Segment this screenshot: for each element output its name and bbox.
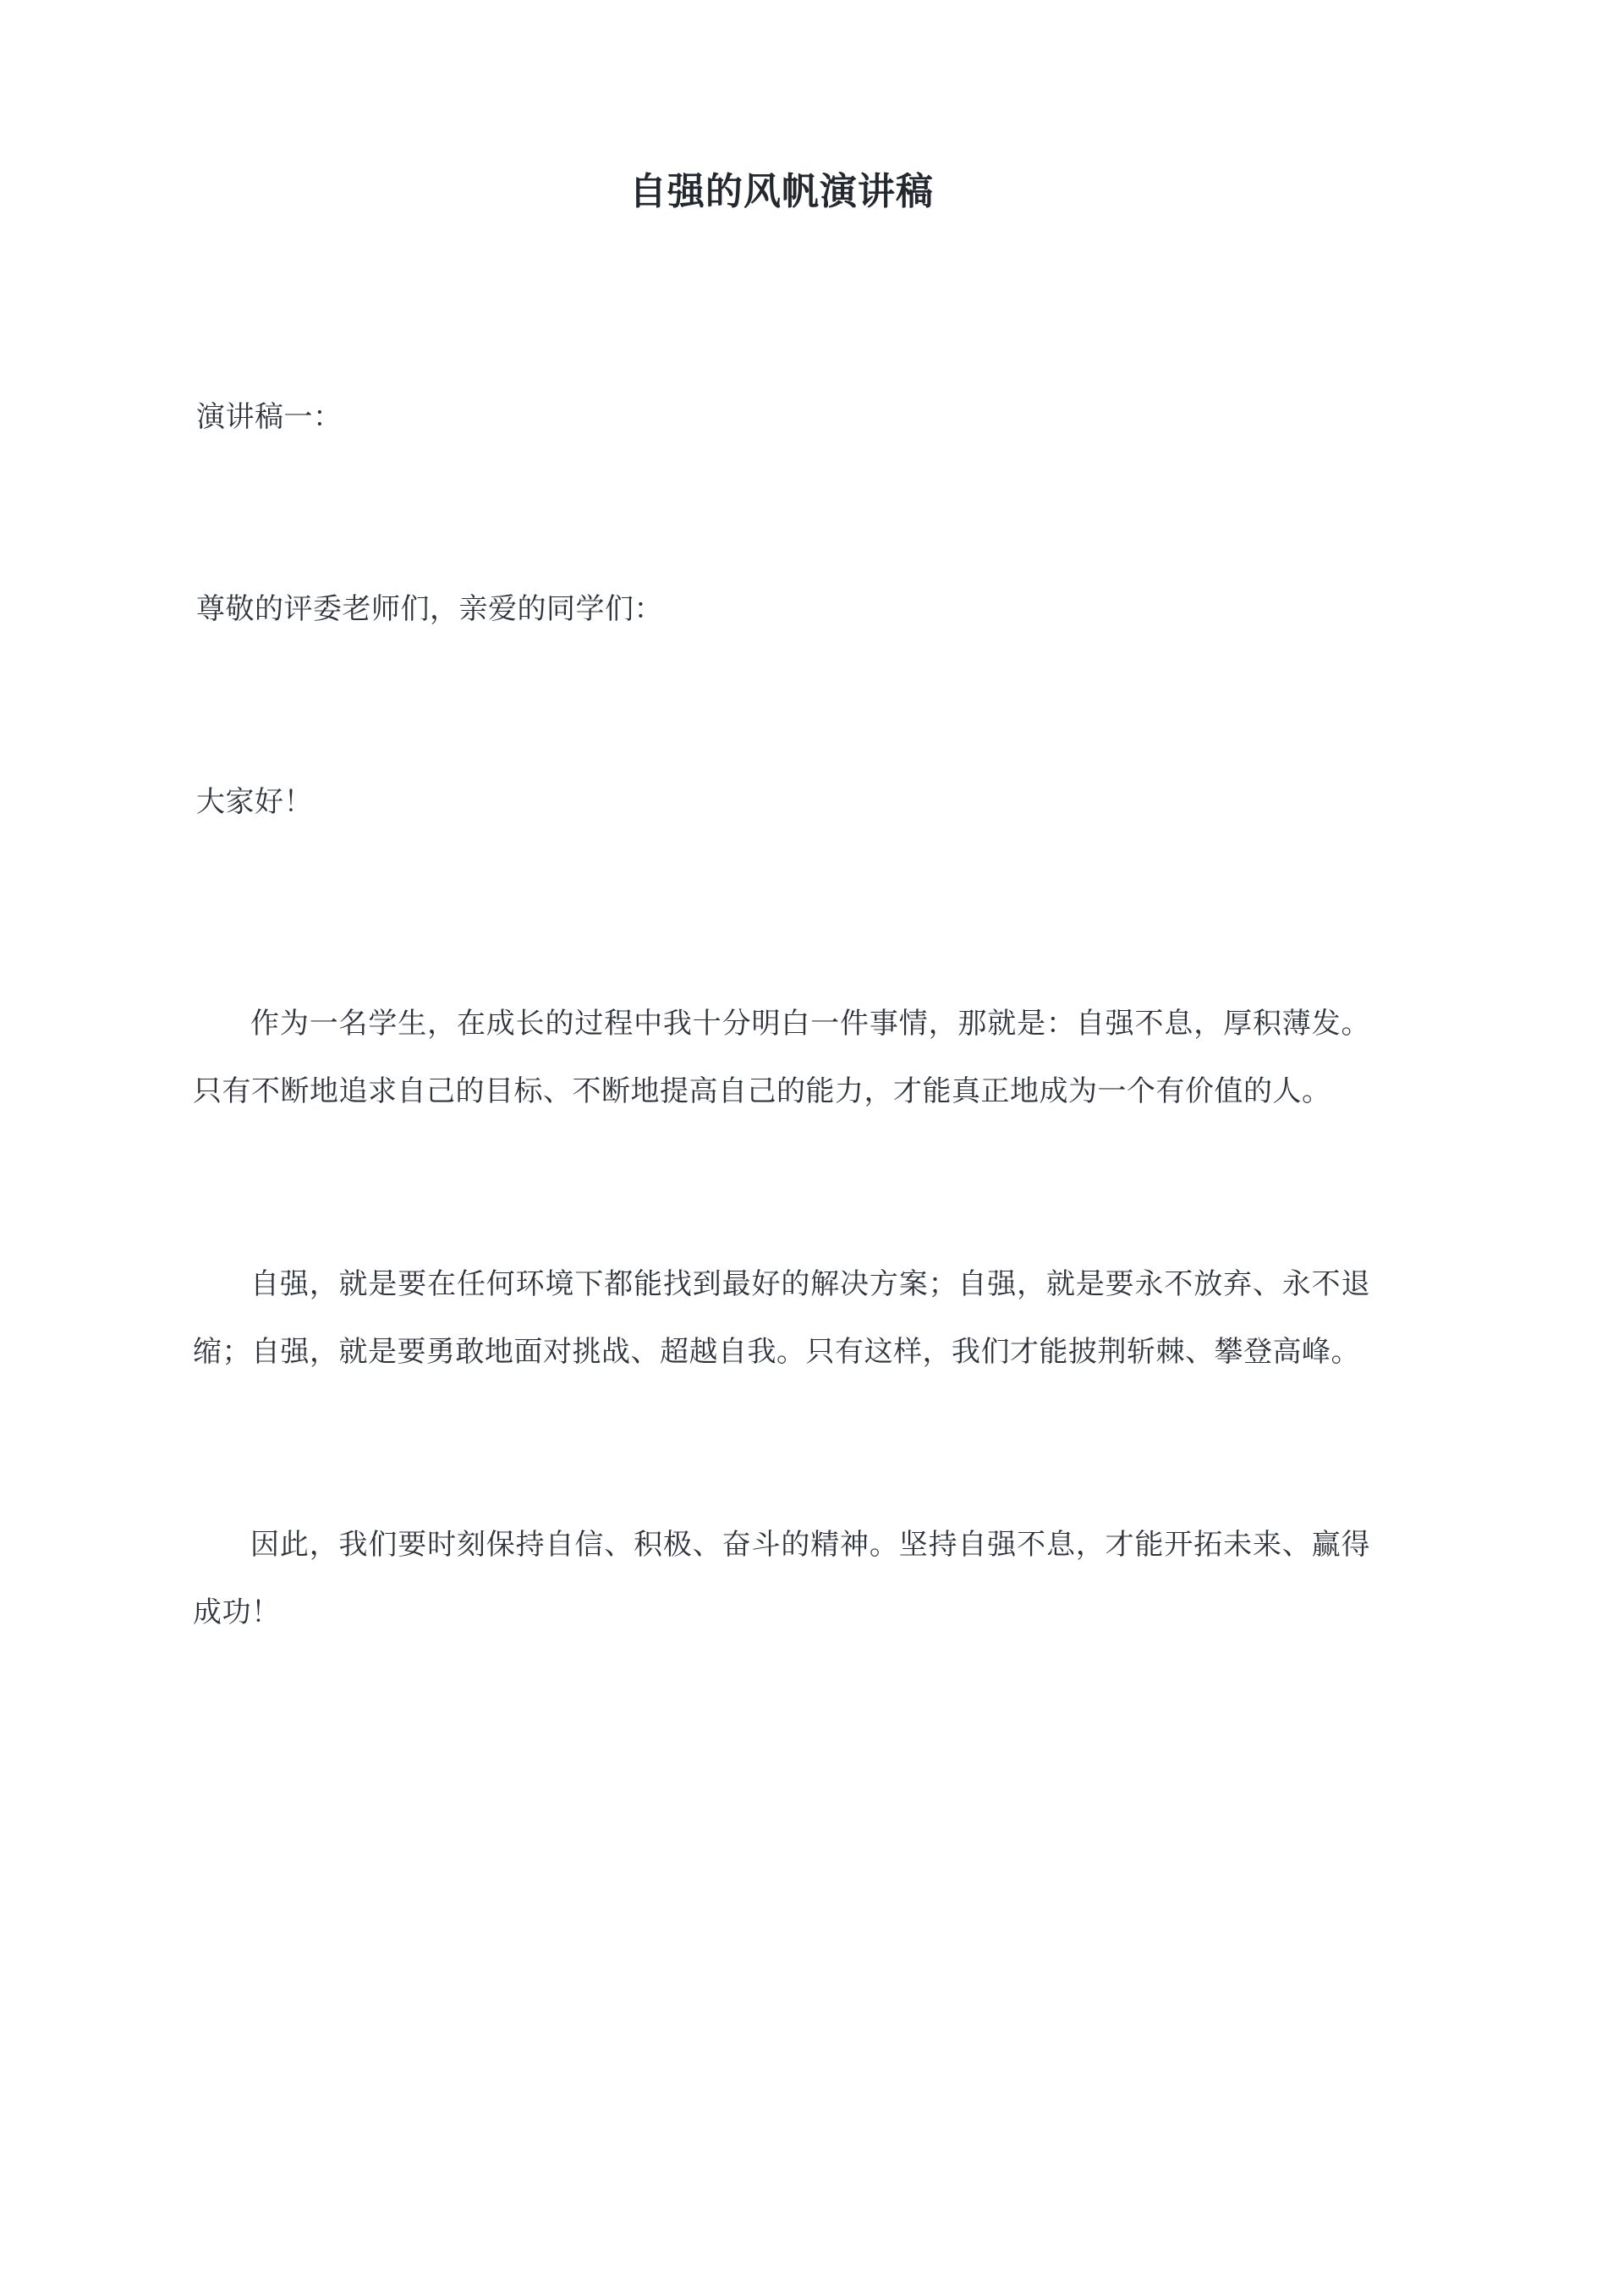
- paragraph-body-1: 作为一名学生，在成长的过程中我十分明白一件事情，那就是：自强不息，厚积薄发。只有不断地追求自己的目标、不断地提高自己的能力，才能真正地成为一个有价值的人。: [193, 1007, 1370, 1109]
- paragraph-gap-4: [193, 1199, 1370, 1251]
- paragraph-gap-3: [193, 909, 1370, 991]
- paragraph-salutation: 尊敬的评委老师们，亲爱的同学们：: [196, 592, 663, 627]
- paragraph-body-2: 自强，就是要在任何环境下都能找到最好的解决方案；自强，就是要永不放弃、永不退缩；自强，就是要勇敢地面对挑战、超越自我。只有这样，我们才能披荆斩棘、攀登高峰。: [193, 1267, 1370, 1369]
- paragraph-gap-2: [193, 717, 1370, 769]
- paragraph-body-3: 因此，我们要时刻保持自信、积极、奋斗的精神。坚持自强不息，才能开拓未来、赢得成功！: [193, 1527, 1370, 1629]
- page-title: 自强的风帆演讲稿: [629, 170, 934, 213]
- paragraph-label: 演讲稿一：: [196, 399, 343, 434]
- paragraph-gap-5: [193, 1459, 1370, 1512]
- paragraph-greeting: 大家好！: [196, 785, 313, 820]
- title-spacer: [193, 218, 1370, 384]
- paragraph-gap-1: [193, 524, 1370, 576]
